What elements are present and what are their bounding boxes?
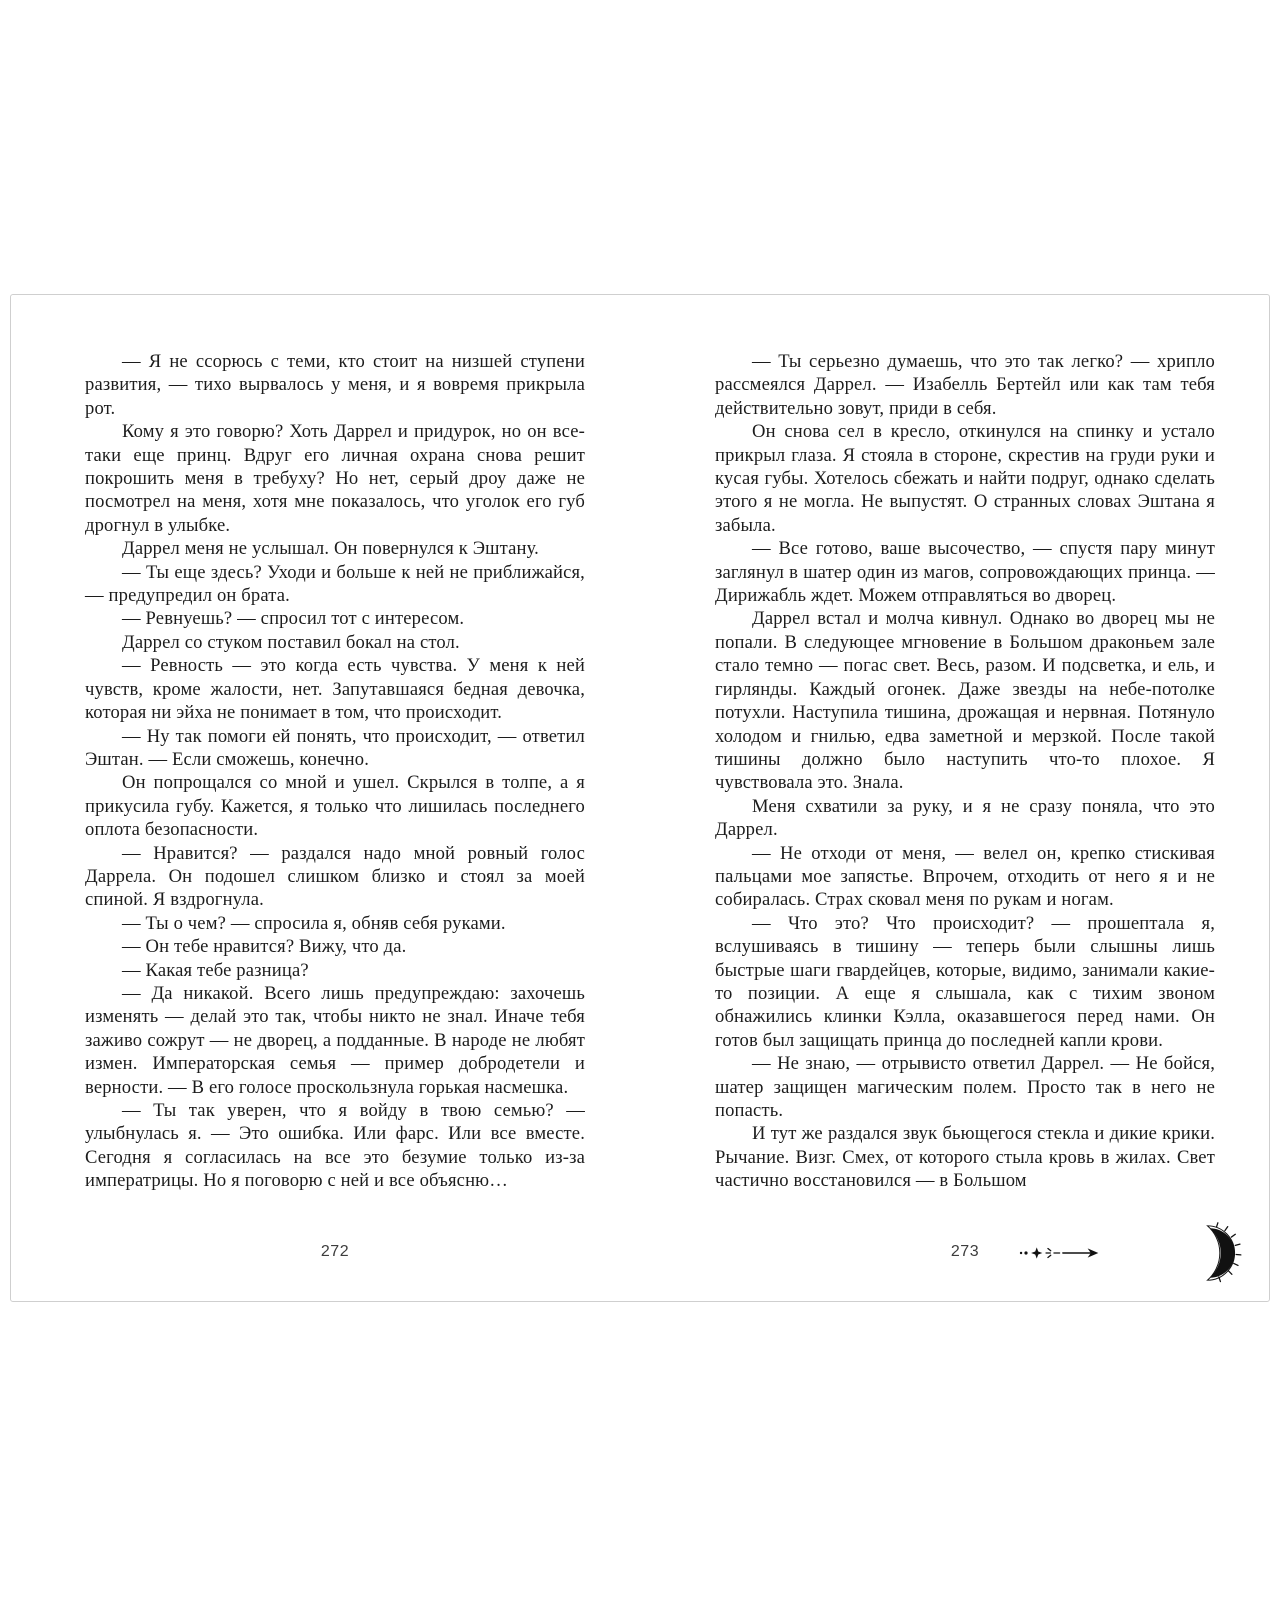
paragraph: Даррел меня не услышал. Он повернулся к Эштану. bbox=[122, 538, 539, 560]
page-left-text bbox=[85, 350, 585, 1193]
paragraph: Кому я это говорю? Хоть Даррел и придурок, но он все-таки еще принц. Вдруг его личная охрана снова решит покрошить меня в требуху? Но нет, серый дроу даже не посмотрел на меня, хотя мне показалось, что уголок его губ дрогнул в улыбке. bbox=[85, 421, 585, 536]
paragraph: — Ну так помоги ей понять, что происходит, — ответил Эштан. — Если сможешь, конечно. bbox=[85, 725, 585, 770]
paragraph: Меня схватили за руку, и я не сразу поняла, что это Даррел. bbox=[715, 795, 1215, 841]
paragraph: Он попрощался со мной и ушел. Скрылся в толпе, а я прикусила губу. Кажется, я только что лишилась последнего оплота безопасности. bbox=[85, 772, 585, 841]
crescent-moon-icon bbox=[1197, 1221, 1245, 1285]
paragraph: — Ты серьезно думаешь, что это так легко? — хрипло рассмеялся Даррел. — Изабелль Бертейл или как там тебя действительно зовут, приди в себя. bbox=[715, 351, 1215, 419]
paragraph: — Он тебе нравится? Вижу, что да. bbox=[122, 936, 407, 958]
paragraph: — Ты о чем? — спросила я, обняв себя руками. bbox=[122, 912, 506, 934]
paragraph: — Не отходи от меня, — велел он, крепко стискивая пальцами мое запястье. Впрочем, отходить от него я и не собиралась. Страх сковал меня по рукам и ногам. bbox=[715, 842, 1215, 911]
paragraph: — Нравится? — раздался надо мной ровный голос Даррела. Он подошел слишком близко и стоял за моей спиной. Я вздрогнула. bbox=[85, 842, 585, 911]
paragraph: Он снова сел в кресло, откинулся на спинку и устало прикрыл глаза. Я стояла в стороне, скрестив на груди руки и кусая губы. Хотелось сбежать и найти подруг, однако сделать этого я не могла. Не выпустят. О странных словах Эштана я забыла. bbox=[715, 421, 1215, 536]
paragraph: — Все готово, ваше высочество, — спустя пару минут заглянул в шатер один из магов, сопровождающих принца. — Дирижабль ждет. Можем отправляться во дворец. bbox=[715, 538, 1215, 607]
arrow-ornament-icon bbox=[1019, 1245, 1103, 1261]
paragraph: — Ты так уверен, что я войду в твою семью? — улыбнулась я. — Это ошибка. Или фарс. Или все вместе. Сегодня я согласилась на все это безумие только из-за императрицы. Но я поговорю с ней и все объясню… bbox=[85, 1100, 585, 1192]
paragraph: — Да никакой. Всего лишь предупреждаю: захочешь изменять — делай это так, чтобы никто не знал. Иначе тебя заживо сожрут — не дворец, а подданные. В народе не любят измен. Императорская семья — пример добродетели и верности. — В его голосе проскользнула горькая насмешка. bbox=[85, 982, 585, 1098]
paragraph: — Ты еще здесь? Уходи и больше к ней не приближайся, — предупредил он брата. bbox=[85, 561, 585, 607]
page-number-left: 272 bbox=[320, 1243, 350, 1260]
page-number-right: 273 bbox=[950, 1243, 980, 1260]
page-right-text bbox=[715, 350, 1215, 1193]
paragraph: — Я не ссорюсь с теми, кто стоит на низшей ступени развития, — тихо вырвалось у меня, и я вовремя прикрыла рот. bbox=[85, 351, 585, 419]
paragraph: — Не знаю, — отрывисто ответил Даррел. — Не бойся, шатер защищен магическим полем. Просто так в него не попасть. bbox=[715, 1053, 1215, 1121]
paragraph: Даррел со стуком поставил бокал на стол. bbox=[122, 631, 460, 653]
paragraph: — Что это? Что происходит? — прошептала я, вслушиваясь в тишину — теперь были слышны лишь быстрые шаги гвардейцев, которые, видимо, занимали какие-то позиции. А еще я слышала, как с тихим звоном обнажились клинки Кэлла, оказавшегося перед нами. Он готов был защищать принца до последней капли крови. bbox=[715, 912, 1215, 1051]
paragraph: — Какая тебе разница? bbox=[122, 959, 309, 981]
book-spread-card bbox=[10, 294, 1270, 1302]
paragraph: И тут же раздался звук бьющегося стекла и дикие крики. Рычание. Визг. Смех, от которого стыла кровь в жилах. Свет частично восстановился — в Большом bbox=[715, 1123, 1215, 1192]
paragraph: Даррел встал и молча кивнул. Однако во дворец мы не попали. В следующее мгновение в Большом драконьем зале стало темно — погас свет. Весь, разом. И подсветка, и ель, и гирлянды. Каждый огонек. Даже звезды на небе-потолке потухли. Наступила тишина, дрожащая и нервная. Потянуло холодом и гнилью, едва заметной и мерзкой. После такой тишины должно было наступить что-то плохое. Я чувствовала это. Знала. bbox=[715, 608, 1215, 794]
paragraph: — Ревность — это когда есть чувства. У меня к ней чувств, кроме жалости, нет. Запутавшаяся бедная девочка, которая ни эйха не понимает в том, что происходит. bbox=[85, 655, 585, 724]
paragraph: — Ревнуешь? — спросил тот с интересом. bbox=[122, 608, 465, 630]
